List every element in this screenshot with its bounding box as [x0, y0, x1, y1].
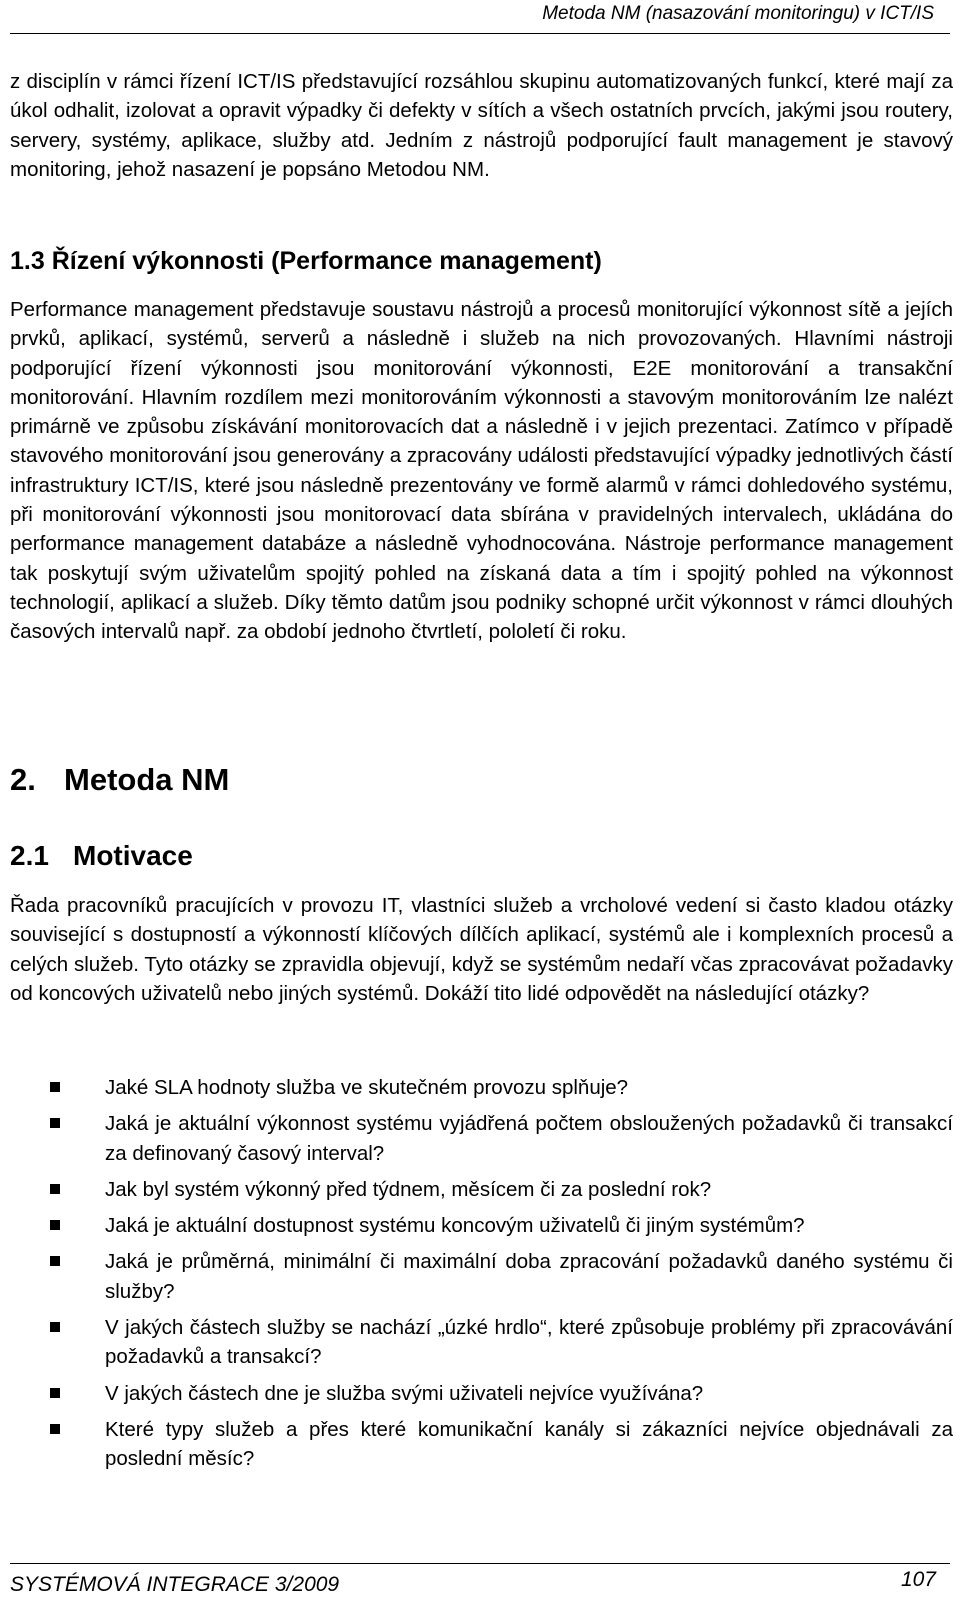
bullet-square-icon: [50, 1322, 60, 1332]
list-item: [50, 1175, 953, 1204]
running-header: Metoda NM (nasazování monitoringu) v ICT/IS: [542, 3, 934, 24]
bullet-square-icon: [50, 1424, 60, 1434]
list-item-text: Jak byl systém výkonný před týdnem, měsícem či za poslední rok?: [105, 1177, 712, 1201]
bullet-square-icon: [50, 1256, 60, 1266]
section-1-3-paragraph: [10, 295, 953, 647]
list-item: [50, 1247, 953, 1306]
question-list: [50, 1073, 953, 1481]
list-item-text: Které typy služeb a přes které komunikační kanály si zákazníci nejvíce objednávali za poslední měsíc?: [105, 1417, 953, 1471]
section-title: Metoda NM: [64, 762, 230, 797]
section-1-2-paragraph: [10, 67, 953, 184]
section-2-1-heading: [10, 838, 193, 874]
bullet-square-icon: [50, 1184, 60, 1194]
list-item: [50, 1313, 953, 1372]
list-item: [50, 1379, 953, 1408]
footer-publication: SYSTÉMOVÁ INTEGRACE 3/2009: [10, 1573, 340, 1596]
list-item-text: Jaká je průměrná, minimální či maximální doba zpracování požadavků daného systému či služby?: [105, 1250, 953, 1303]
page-number: 107: [900, 1568, 936, 1591]
list-item: [50, 1211, 953, 1240]
list-item-text: Jaké SLA hodnoty služba ve skutečném provozu splňuje?: [105, 1076, 629, 1099]
footer-rule: [10, 1563, 950, 1564]
list-item-text: V jakých částech dne je služba svými uživateli nejvíce využívána?: [105, 1381, 704, 1405]
header-rule: [10, 33, 950, 34]
section-1-3-heading: 1.3 Řízení výkonnosti (Performance management): [10, 247, 602, 275]
section-number: 2.: [10, 762, 36, 797]
section-number: 2.1: [10, 840, 49, 871]
paragraph-text: z disciplín v rámci řízení ICT/IS představující rozsáhlou skupinu automatizovaných funkcí, které mají za úkol odhalit, izolovat a opravit výpadky či defekty v sítích a všech ostatních prvcích, jakými jsou routery, servery, systémy, aplikace, služby atd. Jedním z nástrojů podporující fault management je stavový monitoring, jehož nasazení je popsáno Metodou NM.: [10, 70, 953, 181]
list-item-text: V jakých částech služby se nachází „úzké hrdlo“, které způsobuje problémy při zpracovávání požadavků a transakcí?: [105, 1316, 953, 1369]
section-2-heading: [10, 760, 229, 800]
list-item: [50, 1109, 953, 1168]
list-item-text: Jaká je aktuální dostupnost systému koncovým uživatelů či jiným systémům?: [105, 1214, 805, 1238]
list-item: [50, 1073, 953, 1102]
paragraph-text: Řada pracovníků pracujících v provozu IT, vlastníci služeb a vrcholové vedení si často kladou otázky související s dostupností a výkonností klíčových dílčích aplikací, systémů ale i komplexních procesů a celých služeb. Tyto otázky se zpravidla objevují, když se systémům nedaří včas zpracovávat požadavky od koncových uživatelů nebo jiných systémů. Dokáží tito lidé odpovědět na následující otázky?: [10, 894, 953, 1005]
list-item-text: Jaká je aktuální výkonnost systému vyjádřená počtem obsloužených požadavků či transakcí za definovaný časový interval?: [105, 1112, 953, 1165]
section-2-1-paragraph: [10, 891, 953, 1008]
bullet-square-icon: [50, 1388, 60, 1398]
bullet-square-icon: [50, 1082, 60, 1092]
paragraph-text: Performance management představuje soustavu nástrojů a procesů monitorující výkonnost sítě a jejích prvků, aplikací, systémů, serverů a následně i služeb na nich provozovaných. Hlavními nástroji podporující řízení výkonnosti jsou monitorování výkonnosti, E2E monitorování a transakční monitorování. Hlavním rozdílem mezi monitorováním výkonnosti a stavovým monitorováním lze nalézt primárně ve způsobu získávání monitorovacích dat a následně i v jejich prezentaci. Zatímco v případě stavového monitorování jsou generovány a zpracovány události představující výpadky jednotlivých částí infrastruktury ICT/IS, které jsou následně prezentovány ve formě alarmů v rámci dohledového systému, při monitorování výkonnosti jsou monitorovací data sbírána v pravidelných intervalech, ukládána do performance management databáze a následně vyhodnocována. Nástroje performance management tak poskytují svým uživatelům spojitý pohled na získaná data a tím i spojitý pohled na výkonnost technologií, aplikací a služeb. Díky těmto datům jsou podniky schopné určit výkonnost v rámci dlouhých časových intervalů např. za období jednoho čtvrtletí, pololetí či roku.: [10, 298, 953, 644]
bullet-square-icon: [50, 1118, 60, 1128]
section-title: Motivace: [73, 840, 193, 871]
bullet-square-icon: [50, 1220, 60, 1230]
list-item: [50, 1415, 953, 1474]
